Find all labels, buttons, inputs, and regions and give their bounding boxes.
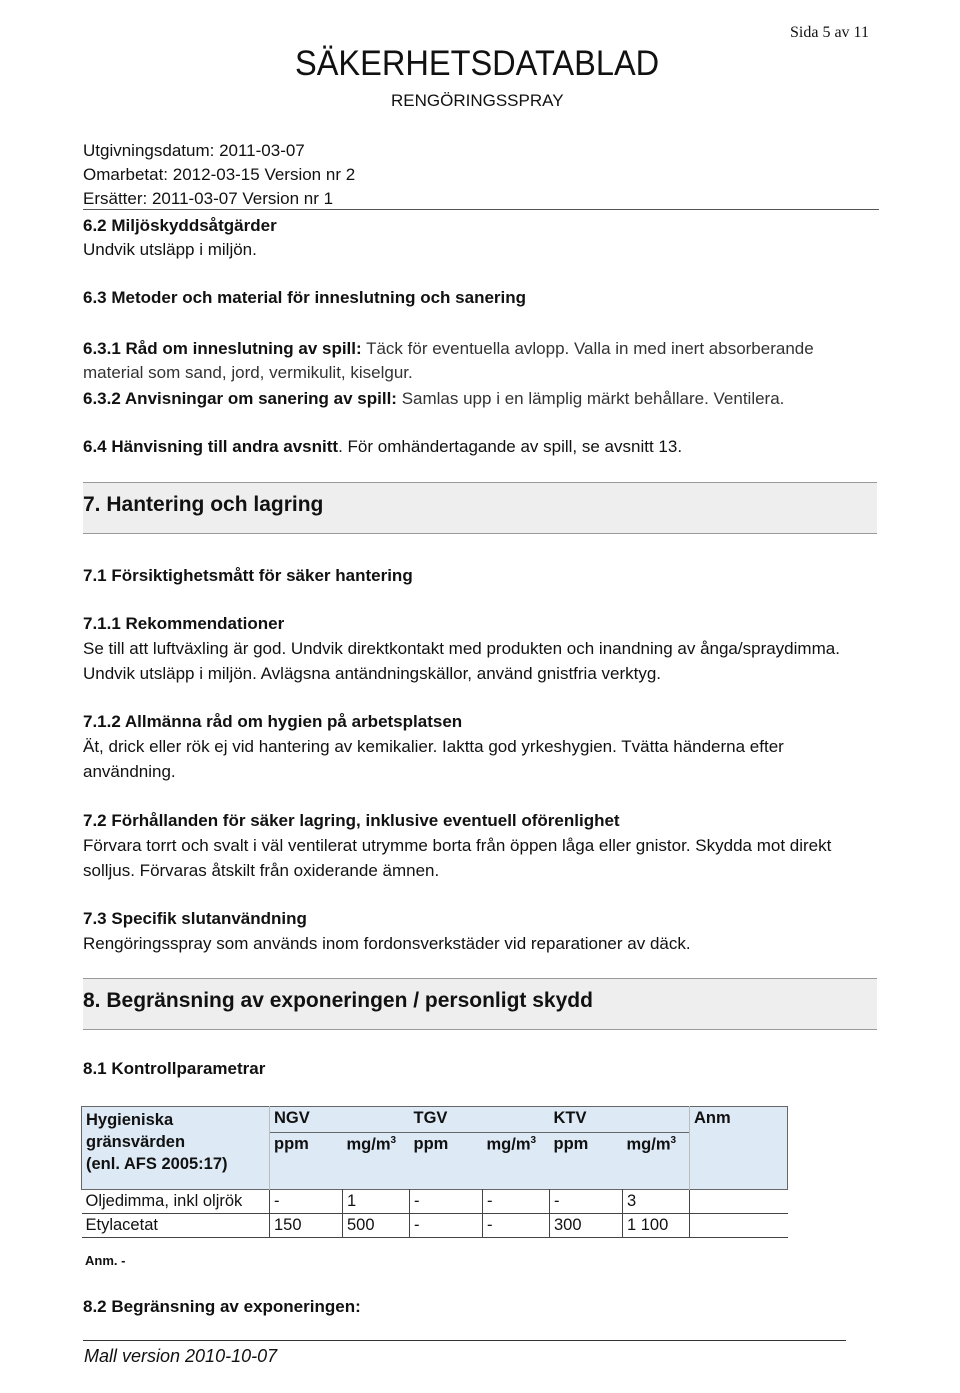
section-8-box [83, 978, 877, 1030]
section-7-3-heading: 7.3 Specifik slutanvändning [83, 909, 307, 928]
group-ngv: NGV [274, 1109, 310, 1127]
tgv-ppm-value: - [410, 1214, 483, 1238]
section-6-2-text: Undvik utsläpp i miljön. [83, 240, 257, 259]
group-anm: Anm [690, 1107, 788, 1190]
row-header-line3: (enl. AFS 2005:17) [86, 1155, 228, 1173]
section-6-4-text: . För omhändertagande av spill, se avsnitt 13. [338, 437, 683, 456]
group-ktv: KTV [553, 1109, 587, 1127]
section-6-3-heading: 6.3 Metoder och material för inneslutning och sanering [83, 288, 527, 307]
tgv-mg-value: - [483, 1214, 550, 1238]
substance-name: Etylacetat [82, 1214, 270, 1238]
row-header-line2: gränsvärden [86, 1133, 186, 1151]
section-7-1-1-line1: Se till att luftväxling är god. Undvik direktkontakt med produkten och inandning av ånga/spraydimma. [83, 639, 840, 658]
template-version: Mall version 2010-10-07 [84, 1346, 278, 1366]
tgv-ppm-value: - [410, 1190, 483, 1214]
tgv-mg-value: - [483, 1190, 550, 1214]
section-7-1-1-line2: Undvik utsläpp i miljön. Avlägsna antändningskällor, använd gnistfria verktyg. [83, 664, 662, 683]
section-6-3-1-text: Täck för eventuella avlopp. Valla in med inert absorberande [361, 339, 814, 358]
issue-date: Utgivningsdatum: 2011-03-07 [83, 141, 305, 160]
ngv-mg-value: 500 [343, 1214, 410, 1238]
section-7-1-2-heading: 7.1.2 Allmänna råd om hygien på arbetsplatsen [83, 712, 463, 731]
section-7-2-line1: Förvara torrt och svalt i väl ventilerat utrymme borta från öppen låga eller gnistor. Skydda mot direkt [83, 836, 832, 855]
ngv-ppm-value: - [270, 1190, 343, 1214]
unit-ngv-ppm: ppm [274, 1135, 309, 1153]
section-7-1-1-heading: 7.1.1 Rekommendationer [83, 614, 285, 633]
group-tgv: TGV [413, 1109, 448, 1127]
section-6-3-1 [83, 339, 814, 359]
ktv-ppm-value: - [550, 1190, 623, 1214]
table-note: Anm. - [85, 1253, 126, 1268]
section-6-3-2-text: Samlas upp i en lämplig märkt behållare. Ventilera. [396, 389, 785, 408]
anm-value [690, 1190, 788, 1214]
section-7-1-2-line1: Ät, drick eller rök ej vid hantering av kemikalier. Iaktta god yrkeshygien. Tvätta händerna efter [83, 737, 784, 756]
substance-name: Oljedimma, inkl oljrök [82, 1190, 270, 1214]
exposure-limits-table [81, 1106, 788, 1238]
section-6-3-2 [83, 389, 784, 409]
document-title: SÄKERHETSDATABLAD [295, 44, 660, 83]
ktv-mg-value: 1 100 [623, 1214, 690, 1238]
unit-tgv-mg-sup: 3 [530, 1135, 537, 1146]
anm-value [690, 1214, 788, 1238]
section-6-4-label: 6.4 Hänvisning till andra avsnitt [83, 437, 339, 456]
revision-date: Omarbetat: 2012-03-15 Version nr 2 [83, 165, 356, 184]
header-divider [83, 209, 879, 210]
section-6-3-1-text-cont: material som sand, jord, vermikulit, kiselgur. [83, 363, 413, 382]
unit-ngv-mg-sup: 3 [390, 1135, 397, 1146]
section-7-1-2-line2: användning. [83, 762, 176, 781]
ngv-mg-value: 1 [343, 1190, 410, 1214]
unit-ktv-mg-text: mg/m [626, 1135, 671, 1154]
table-header-group-row [82, 1107, 788, 1133]
section-6-3-2-label: 6.3.2 Anvisningar om sanering av spill: [83, 389, 397, 408]
section-7-heading: 7. Hantering och lagring [83, 493, 324, 516]
section-6-4 [83, 437, 682, 457]
unit-tgv-mg-text: mg/m [486, 1135, 531, 1154]
section-7-2-line2: solljus. Förvaras åtskilt från oxiderande ämnen. [83, 861, 440, 880]
footer-divider [83, 1340, 846, 1341]
page-indicator: Sida 5 av 11 [790, 24, 869, 41]
section-6-2-heading: 6.2 Miljöskyddsåtgärder [83, 216, 277, 235]
section-7-box [83, 482, 877, 534]
section-8-1-heading: 8.1 Kontrollparametrar [83, 1059, 266, 1078]
table-row [82, 1190, 788, 1214]
ktv-ppm-value: 300 [550, 1214, 623, 1238]
ktv-mg-value: 3 [623, 1190, 690, 1214]
unit-ktv-mg [623, 1133, 690, 1190]
unit-ngv-mg [343, 1133, 410, 1190]
table-row [82, 1214, 788, 1238]
section-7-2-heading: 7.2 Förhållanden för säker lagring, inklusive eventuell oförenlighet [83, 811, 620, 830]
document-subtitle: RENGÖRINGSSPRAY [391, 91, 564, 110]
section-7-1-heading: 7.1 Försiktighetsmått för säker hantering [83, 566, 413, 585]
section-7-3-text: Rengöringsspray som används inom fordonsverkstäder vid reparationer av däck. [83, 934, 691, 953]
section-6-3-1-label: 6.3.1 Råd om inneslutning av spill: [83, 339, 362, 358]
unit-tgv-mg [483, 1133, 550, 1190]
section-8-2-heading: 8.2 Begränsning av exponeringen: [83, 1297, 361, 1316]
ngv-ppm-value: 150 [270, 1214, 343, 1238]
replaces-version: Ersätter: 2011-03-07 Version nr 1 [83, 189, 334, 208]
row-header-line1: Hygieniska [86, 1111, 174, 1129]
section-8-heading: 8. Begränsning av exponeringen / personligt skydd [83, 989, 593, 1012]
unit-tgv-ppm: ppm [413, 1135, 449, 1153]
row-header-cell [82, 1107, 270, 1190]
unit-ngv-mg-text: mg/m [346, 1135, 391, 1154]
unit-ktv-ppm: ppm [553, 1135, 589, 1153]
unit-ktv-mg-sup: 3 [670, 1135, 677, 1146]
